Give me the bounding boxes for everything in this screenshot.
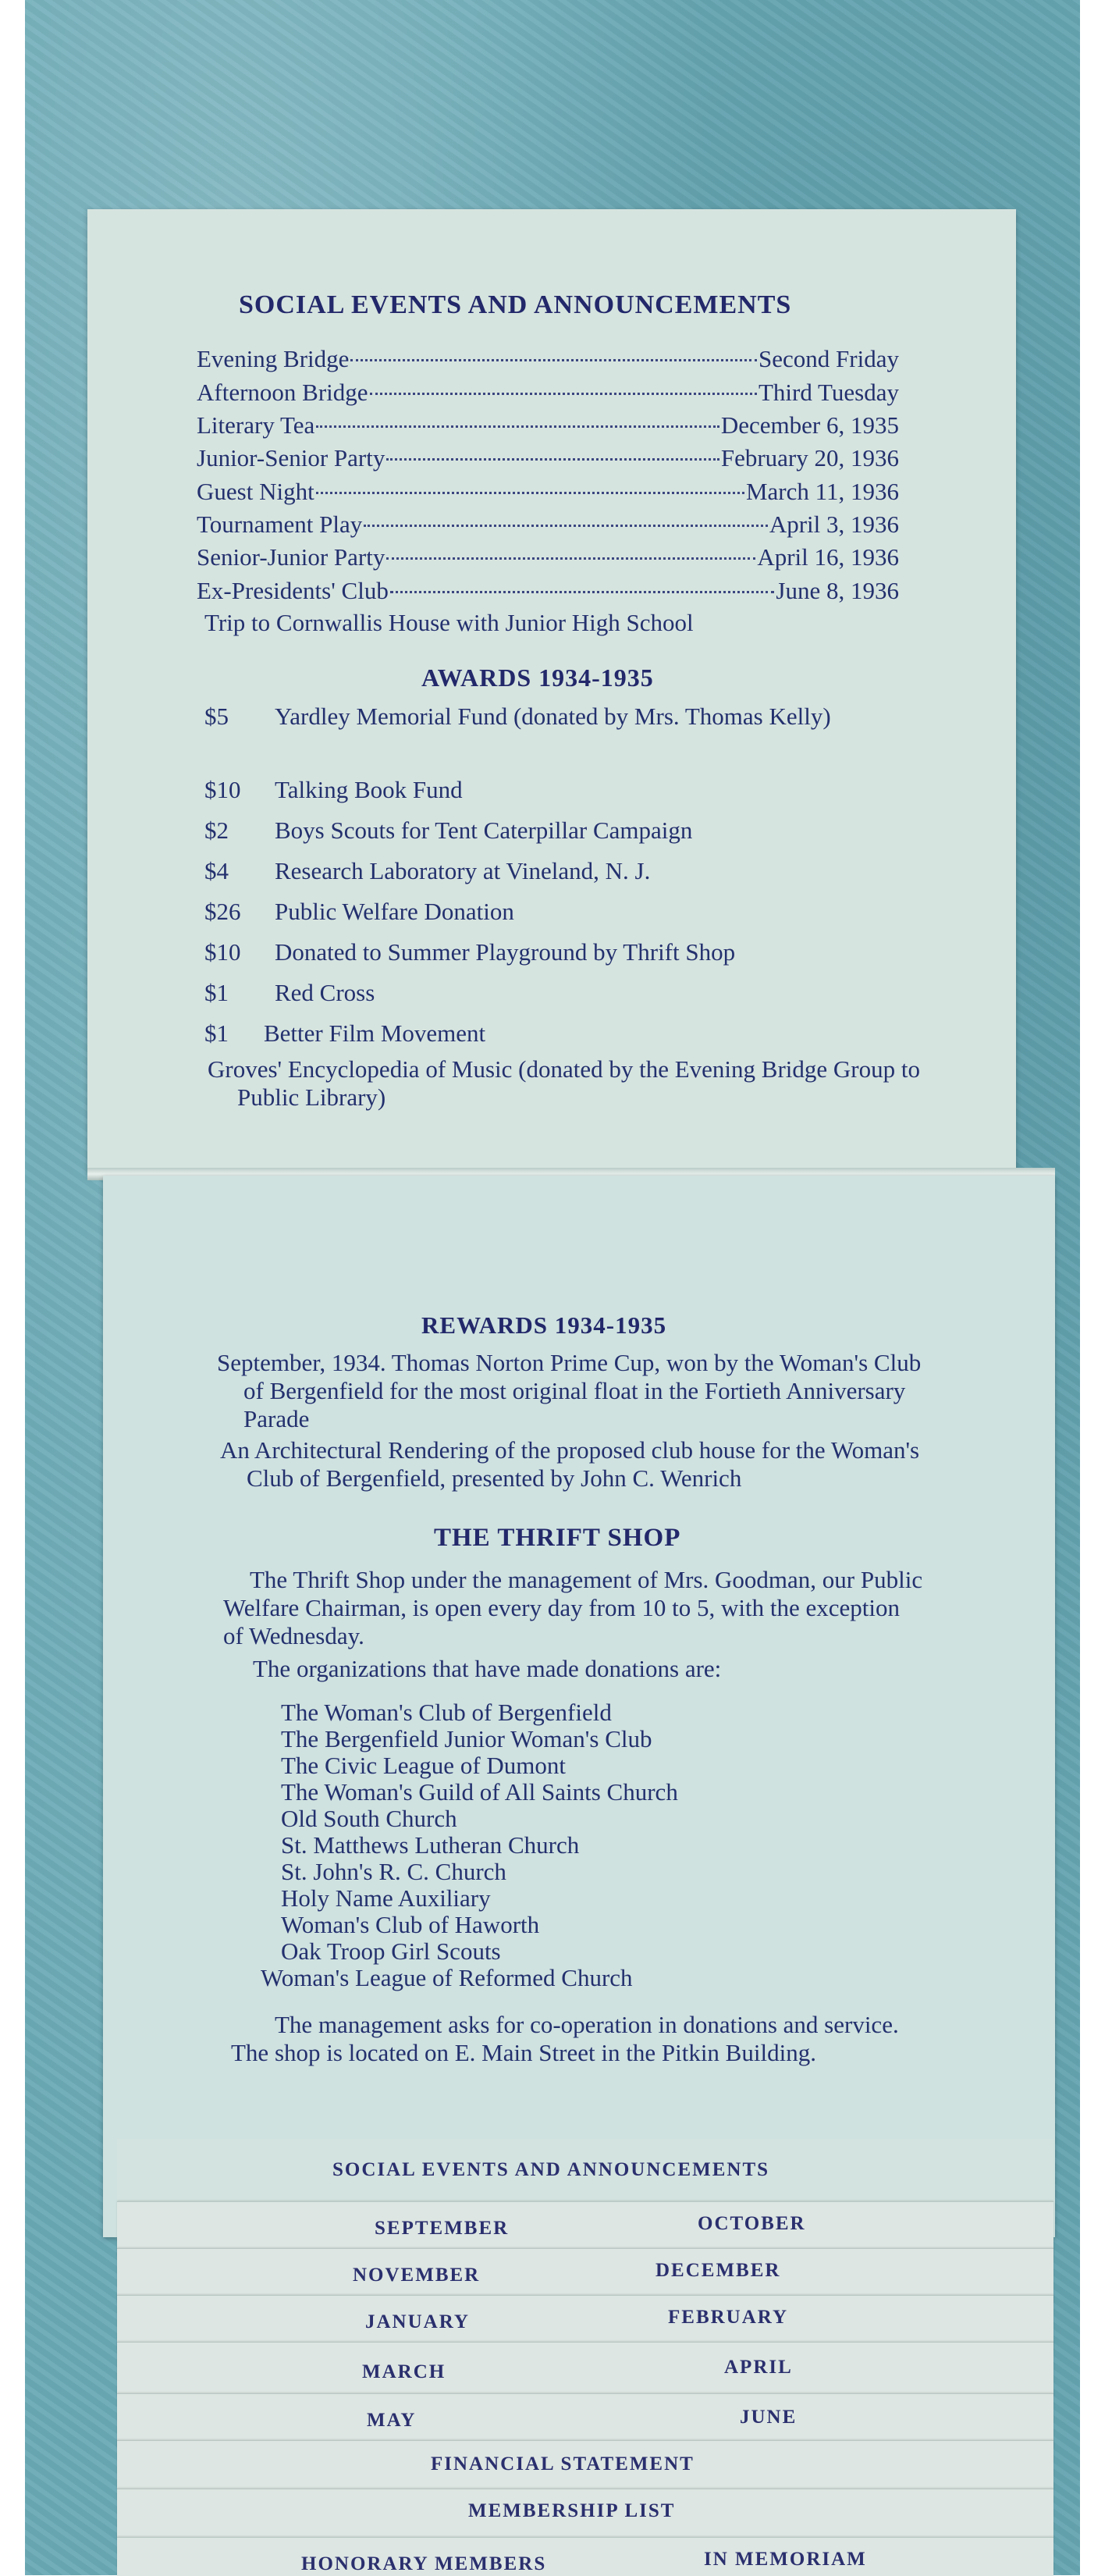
award-amount: $26 — [204, 898, 241, 925]
event-row — [197, 577, 899, 610]
tab-social-events[interactable] — [117, 2139, 1053, 2201]
tab-label: MAY — [367, 2410, 417, 2431]
award-amount: $2 — [204, 817, 229, 844]
tab-label: IN MEMORIAM — [704, 2549, 867, 2570]
reward-item: An Architectural Rendering of the proposed club house for the Woman's Club of Bergenfield, presented by John C. Wenrich — [220, 1436, 920, 1492]
award-item — [204, 857, 907, 888]
tab-label: FEBRUARY — [668, 2307, 789, 2328]
tab-label: SEPTEMBER — [375, 2218, 510, 2239]
event-row — [197, 345, 899, 378]
org-item: The Woman's Guild of All Saints Church — [281, 1778, 678, 1806]
award-amount: $4 — [204, 857, 229, 884]
event-date: Third Tuesday — [759, 379, 899, 406]
org-item: Old South Church — [281, 1805, 457, 1832]
tab-label: OCTOBER — [698, 2213, 806, 2234]
event-row — [197, 478, 899, 511]
orgs-intro: The organizations that have made donations are: — [253, 1655, 722, 1682]
event-row — [197, 543, 899, 576]
social-events-title: SOCIAL EVENTS AND ANNOUNCEMENTS — [239, 290, 792, 319]
tab-label: FINANCIAL STATEMENT — [431, 2453, 695, 2475]
award-amount: $1 — [204, 1019, 229, 1047]
tab-label: JUNE — [740, 2407, 798, 2428]
event-date: February 20, 1936 — [720, 444, 899, 471]
event-date: December 6, 1935 — [720, 411, 899, 439]
org-item: The Woman's Club of Bergenfield — [281, 1699, 612, 1726]
tab-membership-list[interactable] — [117, 2489, 1053, 2538]
tab-label: SOCIAL EVENTS AND ANNOUNCEMENTS — [332, 2159, 770, 2180]
trip-line: Trip to Cornwallis House with Junior High School — [204, 609, 694, 636]
tab-financial-statement[interactable] — [117, 2440, 1053, 2489]
event-date: April 3, 1936 — [769, 511, 899, 538]
event-date: Second Friday — [759, 345, 899, 372]
event-row — [197, 411, 899, 444]
award-item — [204, 776, 907, 807]
event-label: Junior-Senior Party — [197, 444, 385, 471]
award-amount: $5 — [204, 703, 229, 730]
award-amount: $10 — [204, 776, 241, 803]
award-amount: $1 — [204, 979, 229, 1006]
award-item — [204, 1019, 907, 1051]
thrift-shop-title: THE THRIFT SHOP — [434, 1524, 681, 1552]
event-label: Senior-Junior Party — [197, 543, 385, 571]
org-item: Woman's Club of Haworth — [281, 1911, 540, 1938]
thrift-intro: The Thrift Shop under the management of Mrs. Goodman, our Public Welfare Chairman, is open every day from 10 to 5, with the exception of Wednesday. — [223, 1566, 923, 1649]
org-item: Oak Troop Girl Scouts — [281, 1937, 501, 1965]
tab-label: NOVEMBER — [353, 2265, 481, 2286]
org-item: Woman's League of Reformed Church — [261, 1964, 633, 1991]
tab-label: MARCH — [362, 2361, 446, 2382]
event-label: Afternoon Bridge — [197, 379, 368, 406]
event-date: April 16, 1936 — [757, 543, 899, 571]
tab-label: MEMBERSHIP LIST — [468, 2500, 676, 2521]
org-item: The Civic League of Dumont — [281, 1752, 567, 1779]
reward-item: September, 1934. Thomas Norton Prime Cup, won by the Woman's Club of Bergenfield for the most original float in the Fortieth Anniversary Parade — [217, 1349, 922, 1432]
event-label: Ex-Presidents' Club — [197, 577, 389, 604]
thrift-closing: The management asks for co-operation in donations and service. The shop is located on E. Main Street in the Pitkin Building. — [231, 2011, 899, 2066]
award-text: Red Cross — [275, 979, 375, 1006]
award-text: Public Welfare Donation — [275, 898, 514, 925]
award-text: Boys Scouts for Tent Caterpillar Campaign — [275, 817, 693, 844]
award-item — [204, 703, 907, 765]
event-date: June 8, 1936 — [776, 577, 899, 604]
event-label: Evening Bridge — [197, 345, 350, 372]
event-label: Guest Night — [197, 478, 314, 505]
tab-label: JANUARY — [365, 2311, 470, 2332]
awards-title: AWARDS 1934-1935 — [421, 664, 654, 692]
event-label: Literary Tea — [197, 411, 315, 439]
tab-label: APRIL — [724, 2357, 793, 2378]
tab-label: DECEMBER — [655, 2260, 781, 2281]
award-text: Donated to Summer Playground by Thrift Shop — [275, 938, 736, 966]
tab-label: HONORARY MEMBERS — [301, 2553, 547, 2574]
event-row — [197, 379, 899, 411]
award-item — [204, 979, 907, 1010]
tab-march-april[interactable] — [117, 2342, 1053, 2397]
tab-honorary-memoriam[interactable] — [117, 2537, 1053, 2576]
award-text: Yardley Memorial Fund (donated by Mrs. Thomas Kelly) — [275, 703, 831, 730]
org-item: St. John's R. C. Church — [281, 1858, 506, 1885]
event-row — [197, 511, 899, 543]
org-item: St. Matthews Lutheran Church — [281, 1831, 580, 1859]
award-amount: $10 — [204, 938, 241, 966]
event-row — [197, 444, 899, 477]
award-text: Research Laboratory at Vineland, N. J. — [275, 857, 651, 884]
award-text: Talking Book Fund — [275, 776, 463, 803]
award-text: Better Film Movement — [264, 1019, 486, 1047]
event-date: March 11, 1936 — [745, 478, 899, 505]
event-label: Tournament Play — [197, 511, 363, 538]
award-item — [204, 817, 907, 848]
org-item: Holy Name Auxiliary — [281, 1884, 491, 1912]
groves-award: Groves' Encyclopedia of Music (donated by the Evening Bridge Group to Public Library) — [208, 1055, 920, 1111]
org-item: The Bergenfield Junior Woman's Club — [281, 1725, 652, 1752]
award-item — [204, 938, 907, 970]
rewards-title: REWARDS 1934-1935 — [421, 1311, 667, 1339]
award-item — [204, 898, 907, 929]
